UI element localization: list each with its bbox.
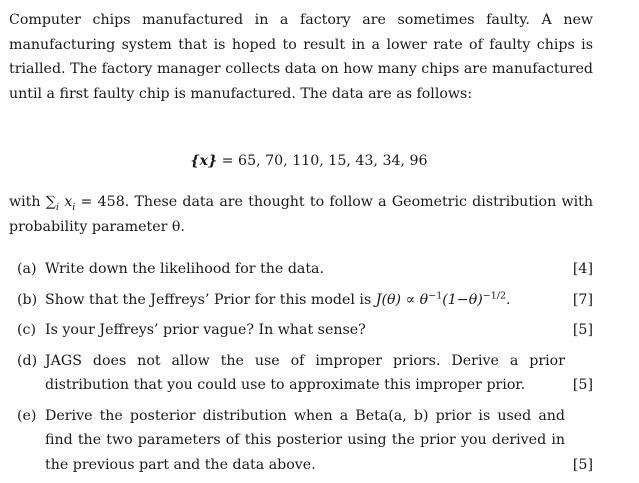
- formula-exponent-1: −1: [428, 289, 443, 301]
- formula-mid: (1−θ): [442, 291, 483, 308]
- part-text: Derive the posterior distribution when a Beta(a, b) prior is used and find the two parameters of this posterior using the prior you derived in the previous part and the data above.: [45, 407, 565, 473]
- part-text-post: .: [506, 291, 511, 308]
- question-parts: [9, 257, 593, 483]
- jeffreys-formula: J(θ) ∝ θ: [375, 291, 429, 308]
- part-text: Is your Jeffreys’ prior vague? In what sense?: [45, 322, 366, 338]
- sum-statement: [9, 190, 593, 239]
- with-prefix: with: [9, 194, 46, 210]
- sum-subscript: i: [55, 201, 59, 213]
- part-marks: [4]: [572, 261, 593, 277]
- part-text: Write down the likelihood for the data.: [45, 261, 325, 277]
- part-label: (d): [17, 352, 38, 369]
- part-e: [9, 404, 593, 478]
- part-text: JAGS does not allow the use of improper priors. Derive a prior distribution that you could use to approximate this improper prior.: [45, 352, 565, 393]
- part-a: [9, 257, 593, 282]
- sum-symbol: ∑: [45, 194, 56, 210]
- part-marks: [5]: [572, 377, 593, 393]
- part-marks: [5]: [572, 456, 593, 473]
- equation-lhs: {x}: [190, 153, 218, 169]
- part-b: [9, 288, 593, 313]
- question-intro: Computer chips manufactured in a factory are sometimes faulty. A new manufacturing system that is hoped to result in a lower rate of faulty chips is trialled. The factory manager collects data on how many chips are manufactured until a first faulty chip is manufactured. The data are as follows:: [9, 12, 593, 102]
- part-marks: [5]: [572, 322, 593, 338]
- part-d: [9, 349, 593, 398]
- with-rest: = 458. These data are thought to follow a Geometric distribution with probability parameter θ.: [9, 194, 594, 235]
- part-marks: [7]: [572, 291, 593, 308]
- part-text-pre: Show that the Jeffreys’ Prior for this model is: [45, 291, 376, 308]
- part-label: (e): [17, 407, 37, 424]
- part-text: [45, 288, 593, 313]
- data-equation: [17, 149, 601, 173]
- part-c: [9, 318, 593, 343]
- part-label: (c): [17, 322, 37, 338]
- equation-rhs: = 65, 70, 110, 15, 43, 34, 96: [221, 153, 428, 169]
- part-label: (a): [17, 261, 37, 277]
- sum-term: x: [64, 194, 73, 210]
- sum-term-subscript: i: [72, 201, 76, 213]
- part-label: (b): [17, 291, 38, 308]
- formula-exponent-2: −1/2: [482, 289, 507, 301]
